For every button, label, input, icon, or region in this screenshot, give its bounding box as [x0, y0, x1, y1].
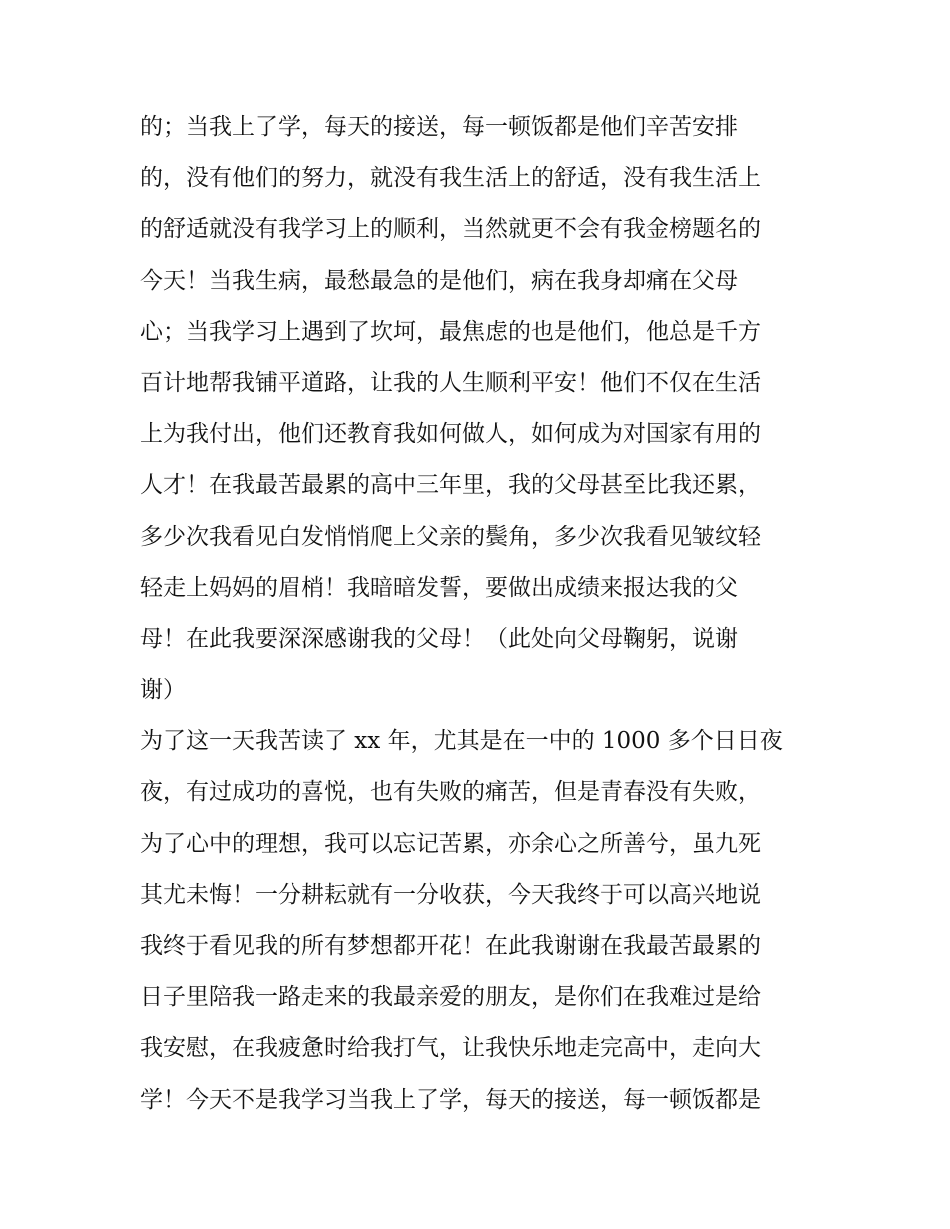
- text-line: 的，没有他们的努力，就没有我生活上的舒适，没有我生活上: [140, 165, 761, 192]
- text-line: 母！在此我要深深感谢我的父母！（此处向父母鞠躬，说谢: [140, 625, 738, 652]
- text-line: 的；当我上了学，每天的接送，每一顿饭都是他们辛苦安排: [140, 114, 738, 140]
- body-text: [140, 102, 820, 1126]
- text-line: 多少次我看见白发悄悄爬上父亲的鬓角，多少次我看见皱纹轻: [140, 523, 761, 550]
- text-line: 谢）: [140, 677, 186, 704]
- text-line: 夜，有过成功的喜悦，也有失败的痛苦，但是青春没有失败，: [140, 779, 761, 806]
- text-line: 其尤未悔！一分耕耘就有一分收获，今天我终于可以高兴地说: [140, 881, 761, 908]
- text-line: 今天！当我生病，最愁最急的是他们，病在我身却痛在父母: [140, 267, 738, 294]
- text-line: 上为我付出，他们还教育我如何做人，如何成为对国家有用的: [140, 421, 761, 448]
- text-line: 轻走上妈妈的眉梢！我暗暗发誓，要做出成绩来报达我的父: [140, 574, 738, 601]
- text-line: 为了心中的理想，我可以忘记苦累，亦余心之所善兮，虽九死: [140, 830, 761, 857]
- text-line: 日子里陪我一路走来的我最亲爱的朋友，是你们在我难过是给: [140, 984, 761, 1011]
- text-line: 百计地帮我铺平道路，让我的人生顺利平安！他们不仅在生活: [140, 369, 761, 396]
- text-line: 人才！在我最苦最累的高中三年里，我的父母甚至比我还累，: [140, 472, 761, 499]
- text-line: 的舒适就没有我学习上的顺利，当然就更不会有我金榜题名的: [140, 216, 761, 243]
- text-line: 学！今天不是我学习当我上了学，每天的接送，每一顿饭都是: [140, 1086, 761, 1113]
- text-line: 我安慰，在我疲惫时给我打气，让我快乐地走完高中，走向大: [140, 1035, 761, 1062]
- text-line: 心；当我学习上遇到了坎坷，最焦虑的也是他们，他总是千方: [140, 318, 761, 345]
- text-line: 为了这一天我苦读了 xx 年，尤其是在一中的 1000 多个日日夜: [140, 728, 783, 755]
- text-line: 我终于看见我的所有梦想都开花！在此我谢谢在我最苦最累的: [140, 933, 761, 959]
